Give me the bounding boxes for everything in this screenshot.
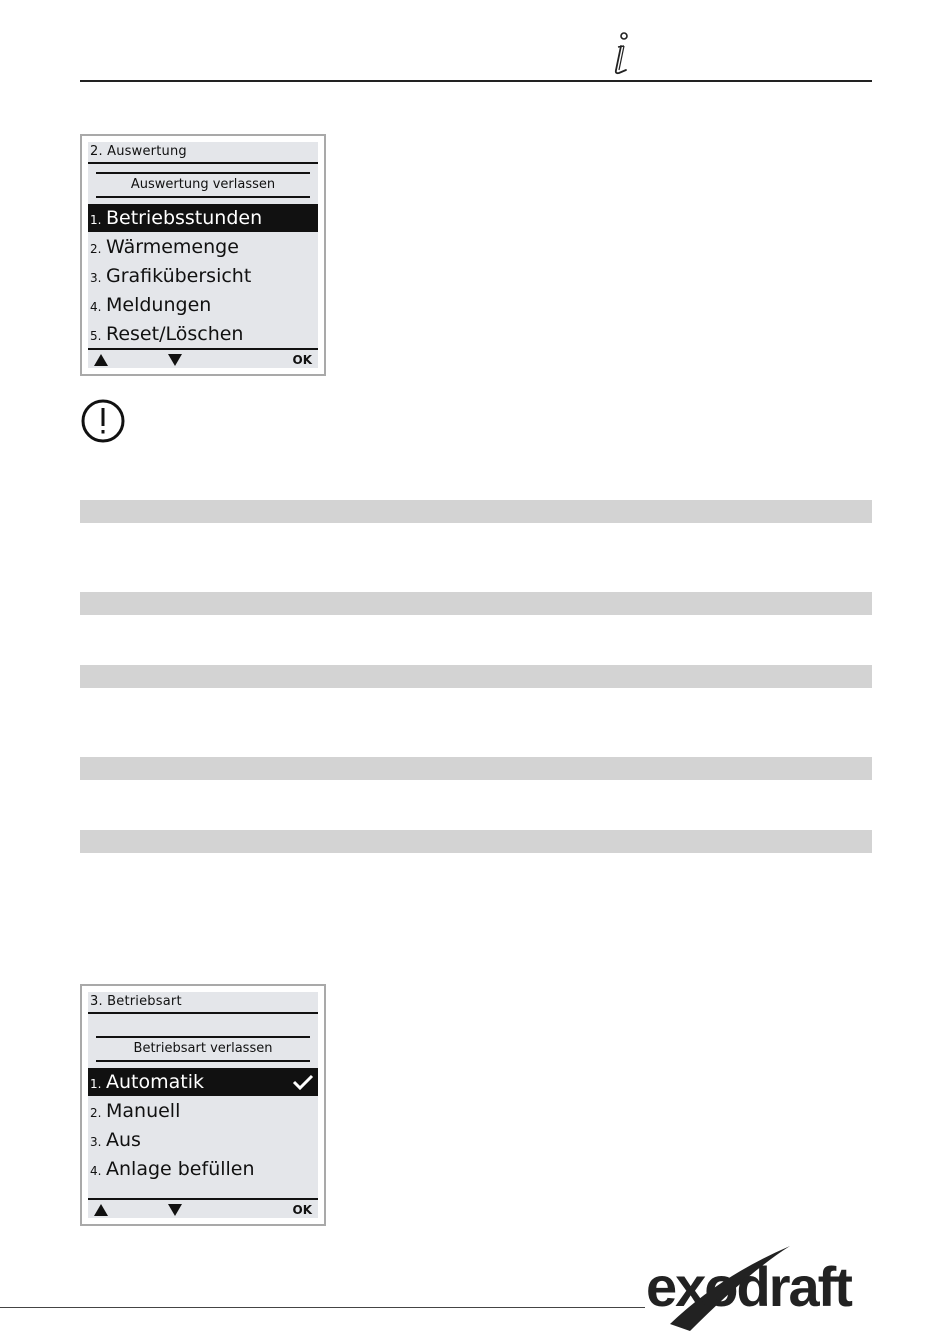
menu-item-automatic[interactable] xyxy=(88,1068,318,1096)
section-heading-band xyxy=(80,830,872,853)
footer-rule xyxy=(88,348,318,350)
lcd-panel xyxy=(88,992,318,1218)
menu-item-number: 1. xyxy=(90,1077,102,1091)
exclamation-icon xyxy=(80,398,126,444)
menu-item-label: Automatik xyxy=(106,1071,204,1093)
header-rule xyxy=(80,80,872,82)
menu-item-label: Anlage befüllen xyxy=(106,1158,255,1180)
menu-item-fill-system[interactable] xyxy=(88,1155,318,1183)
menu-item-label: Aus xyxy=(106,1129,141,1151)
section-heading-band xyxy=(80,592,872,615)
menu-item-label: Betriebsstunden xyxy=(106,207,263,229)
menu-item-reset[interactable] xyxy=(88,320,318,348)
footer-rule xyxy=(0,1307,645,1308)
up-arrow-icon[interactable] xyxy=(94,1204,108,1216)
menu-item-number: 5. xyxy=(90,329,102,343)
checkmark-icon xyxy=(292,1074,314,1090)
section-heading-band xyxy=(80,757,872,780)
menu-item-graphic-overview[interactable] xyxy=(88,262,318,290)
menu-item-label: Grafikübersicht xyxy=(106,265,252,287)
screen-title: 3. Betriebsart xyxy=(90,994,182,1009)
exit-menu-button[interactable]: Betriebsart verlassen xyxy=(96,1036,310,1062)
menu-item-messages[interactable] xyxy=(88,291,318,319)
up-arrow-icon[interactable] xyxy=(94,354,108,366)
menu-item-manual[interactable] xyxy=(88,1097,318,1125)
menu-item-label: Manuell xyxy=(106,1100,181,1122)
menu-item-label: Reset/Löschen xyxy=(106,323,244,345)
title-rule xyxy=(88,162,318,164)
menu-item-number: 3. xyxy=(90,271,102,285)
exit-menu-button[interactable]: Auswertung verlassen xyxy=(96,172,310,198)
ok-button[interactable]: OK xyxy=(292,1203,312,1217)
lcd-panel xyxy=(88,142,318,368)
menu-item-number: 2. xyxy=(90,242,102,256)
footer-rule xyxy=(88,1198,318,1200)
display-screen-evaluation xyxy=(80,134,326,376)
menu-item-number: 3. xyxy=(90,1135,102,1149)
section-heading-band xyxy=(80,500,872,523)
menu-item-label: Wärmemenge xyxy=(106,236,239,258)
menu-item-off[interactable] xyxy=(88,1126,318,1154)
display-screen-operating-mode xyxy=(80,984,326,1226)
menu-item-number: 4. xyxy=(90,300,102,314)
screen-title: 2. Auswertung xyxy=(90,144,187,159)
title-rule xyxy=(88,1012,318,1014)
down-arrow-icon[interactable] xyxy=(168,1204,182,1216)
info-icon xyxy=(608,30,634,76)
exodraft-logo xyxy=(640,1236,880,1336)
down-arrow-icon[interactable] xyxy=(168,354,182,366)
menu-item-number: 4. xyxy=(90,1164,102,1178)
menu-item-number: 1. xyxy=(90,213,102,227)
menu-item-heat-quantity[interactable] xyxy=(88,233,318,261)
section-heading-band xyxy=(80,665,872,688)
logo-text: exodraft xyxy=(646,1255,851,1318)
ok-button[interactable]: OK xyxy=(292,353,312,367)
menu-item-label: Meldungen xyxy=(106,294,212,316)
menu-item-operating-hours[interactable] xyxy=(88,204,318,232)
menu-item-number: 2. xyxy=(90,1106,102,1120)
